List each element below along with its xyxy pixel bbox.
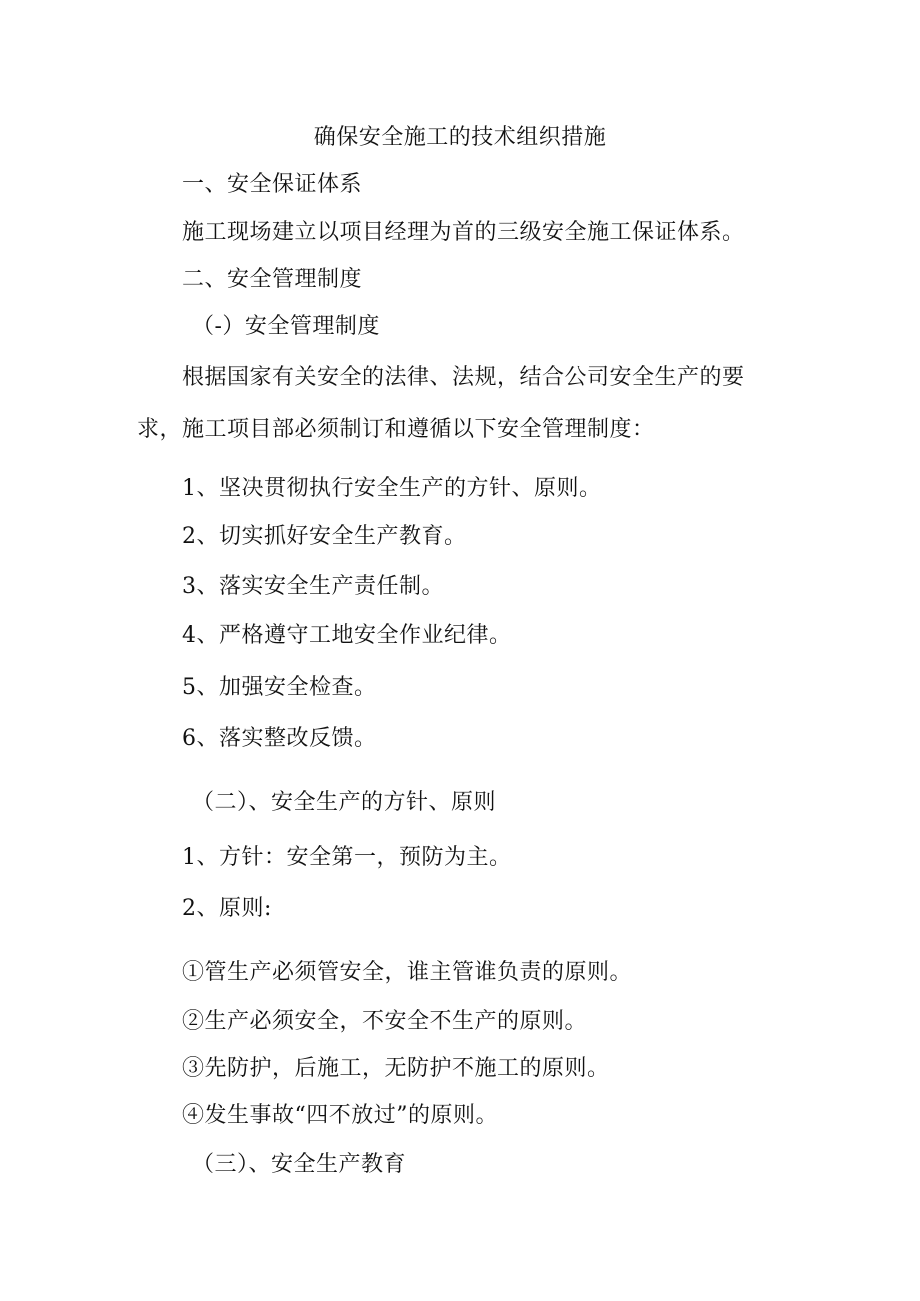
list-item: 1、坚决贯彻执行安全生产的方针、原则。 [182, 476, 602, 501]
principle-item: ④发生事故“四不放过”的原则。 [182, 1103, 498, 1128]
section-heading-safety-management: 二、安全管理制度 [182, 267, 363, 292]
subsection-heading-safety-education: （三）、安全生产教育 [192, 1152, 407, 1177]
paragraph-safety-system: 施工现场建立以项目经理为首的三级安全施工保证体系。 [182, 220, 745, 245]
paragraph-line: 根据国家有关安全的法律、法规，结合公司安全生产的要 [182, 365, 745, 390]
document-title: 确保安全施工的技术组织措施 [313, 125, 607, 150]
principle-item: ②生产必须安全，不安全不生产的原则。 [182, 1009, 588, 1034]
principle-item: ①管生产必须管安全，谁主管谁负责的原则。 [182, 960, 633, 985]
section-heading-safety-system: 一、安全保证体系 [182, 172, 363, 197]
subsection-heading-policy-principles: （二）、安全生产的方针、原则 [192, 790, 497, 815]
list-item: 5、加强安全检查。 [182, 675, 377, 700]
principle-item: ③先防护，后施工，无防护不施工的原则。 [182, 1056, 610, 1081]
list-item: 3、落实安全生产责任制。 [182, 574, 444, 599]
list-item: 2、切实抓好安全生产教育。 [182, 524, 467, 549]
paragraph-line: 求，施工项目部必须制订和遵循以下安全管理制度： [137, 417, 655, 442]
list-item: 2、原则: [182, 896, 272, 921]
list-item: 4、严格遵守工地安全作业纪律。 [182, 623, 512, 648]
list-item: 6、落实整改反馈。 [182, 726, 377, 751]
list-item: 1、方针：安全第一，预防为主。 [182, 845, 512, 870]
subsection-heading-management-rules: （-）安全管理制度 [192, 314, 380, 339]
